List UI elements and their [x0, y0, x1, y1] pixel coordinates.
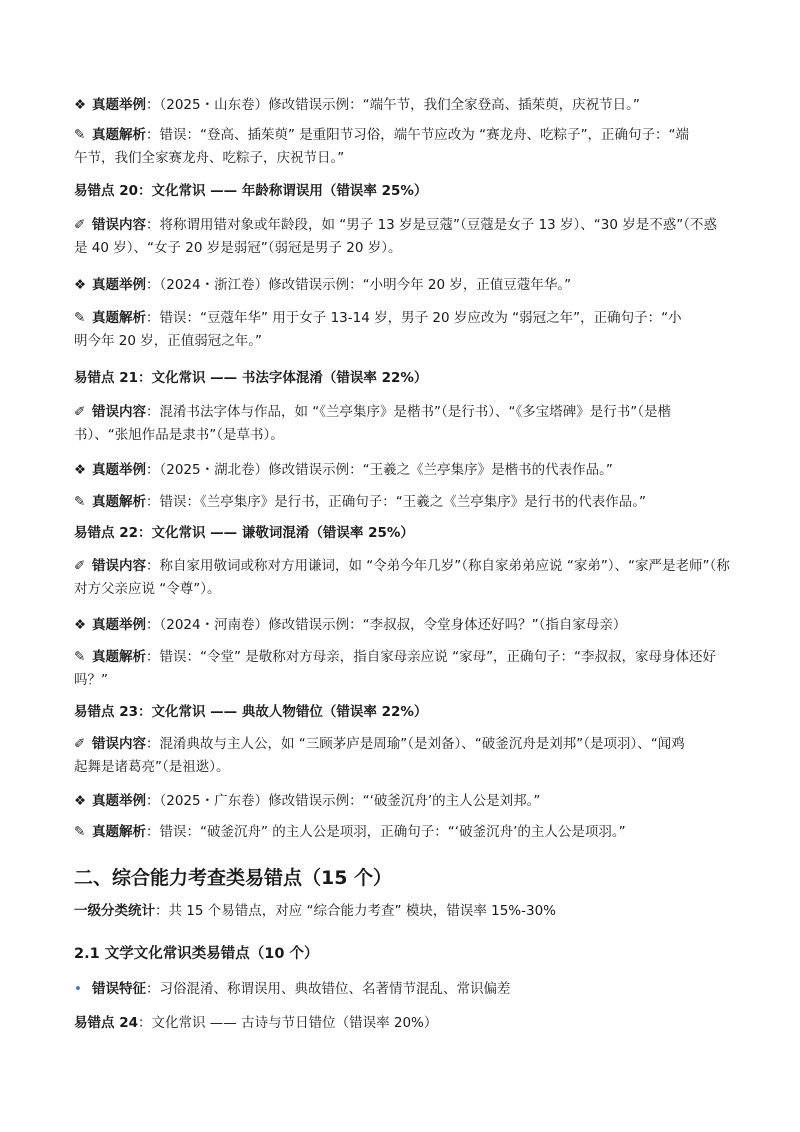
edit-pencil-icon: ✐ [74, 217, 86, 233]
content-line: ✐ 错误内容：混淆典故与主人公，如 “三顾茅庐是周瑜”（是刘备）、“破釜沉舟是刘邦”（是项羽）、“闻鸡起舞是诸葛亮”（是祖逖）。 [74, 733, 694, 779]
edit-pencil-icon: ✐ [74, 558, 86, 574]
analysis-line: ✎ 真题解析：错误：“令堂” 是敬称对方母亲，指自家母亲应说 “家母”，正确句子：“李叔叔，家母身体还好吗？” [74, 646, 734, 692]
section-heading: 易错点 20：文化常识 —— 年龄称谓误用（错误率 25%） [74, 183, 428, 199]
example-line: ❖ 真题举例：（2024・浙江卷）修改错误示例：“小明今年 20 岁，正值豆蔻年华。” [74, 274, 734, 297]
analysis-line: ✎ 真题解析：错误：“破釜沉舟” 的主人公是项羽，正确句子：“‘破釜沉舟’的主人公是项羽。” [74, 821, 734, 844]
edit-pencil-icon: ✐ [74, 736, 86, 752]
feature-line: • 错误特征：习俗混淆、称谓误用、典故错位、名著情节混乱、常识偏差 [74, 978, 734, 1001]
diamond-icon: ❖ [74, 97, 87, 113]
diamond-icon: ❖ [74, 617, 87, 633]
stats-line: 一级分类统计：共 15 个易错点，对应 “综合能力考查” 模块，错误率 15%-30% [74, 903, 557, 919]
section-heading: 易错点 22：文化常识 —— 谦敬词混淆（错误率 25%） [74, 525, 414, 541]
diamond-icon: ❖ [74, 462, 87, 478]
pencil-icon: ✎ [74, 824, 86, 840]
bullet-icon: • [74, 981, 82, 997]
example-line: ❖ 真题举例：（2025・广东卷）修改错误示例：“‘破釜沉舟’的主人公是刘邦。” [74, 790, 734, 813]
analysis-line: ✎ 真题解析：错误：“登高、插茱萸” 是重阳节习俗，端午节应改为 “赛龙舟、吃粽子”，正确句子：“端午节，我们全家赛龙舟、吃粽子，庆祝节日。” [74, 124, 694, 170]
content-line: ✐ 错误内容：将称谓用错对象或年龄段，如 “男子 13 岁是豆蔻”（豆蔻是女子 13 岁）、“30 岁是不惑”（不惑是 40 岁）、“女子 20 岁是弱冠”（弱冠是男子 20 岁）。 [74, 214, 729, 260]
example-line: ❖ 真题举例：（2024・河南卷）修改错误示例：“李叔叔，令堂身体还好吗？”（指自家母亲） [74, 614, 734, 637]
analysis-line: ✎ 真题解析：错误：“豆蔻年华” 用于女子 13-14 岁，男子 20 岁应改为 “弱冠之年”，正确句子：“小明今年 20 岁，正值弱冠之年。” [74, 307, 694, 353]
diamond-icon: ❖ [74, 793, 87, 809]
section-heading: 易错点 23：文化常识 —— 典故人物错位（错误率 22%） [74, 704, 428, 720]
pencil-icon: ✎ [74, 127, 86, 143]
pencil-icon: ✎ [74, 310, 86, 326]
example-line: ❖ 真题举例：（2025・湖北卷）修改错误示例：“王羲之《兰亭集序》是楷书的代表作品。” [74, 459, 734, 482]
content-line: ✐ 错误内容：称自家用敬词或称对方用谦词，如 “令弟今年几岁”（称自家弟弟应说 “家弟”）、“家严是老师”（称对方父亲应说 “令尊”）。 [74, 555, 734, 601]
error-point-line: 易错点 24：文化常识 —— 古诗与节日错位（错误率 20%） [74, 1015, 438, 1031]
chapter-heading: 二、综合能力考查类易错点（15 个） [74, 867, 393, 889]
analysis-line: ✎ 真题解析：错误：《兰亭集序》是行书，正确句子：“王羲之《兰亭集序》是行书的代表作品。” [74, 491, 734, 514]
edit-pencil-icon: ✐ [74, 404, 86, 420]
subsection-heading: 2.1 文学文化常识类易错点（10 个） [74, 946, 319, 962]
pencil-icon: ✎ [74, 649, 86, 665]
pencil-icon: ✎ [74, 494, 86, 510]
example-line: ❖ 真题举例：（2025・山东卷）修改错误示例：“端午节，我们全家登高、插茱萸，庆祝节日。” [74, 94, 734, 117]
section-heading: 易错点 21：文化常识 —— 书法字体混淆（错误率 22%） [74, 370, 428, 386]
content-line: ✐ 错误内容：混淆书法字体与作品，如 “《兰亭集序》是楷书”（是行书）、“《多宝塔碑》是行书”（是楷书）、“张旭作品是隶书”（是草书）。 [74, 401, 704, 447]
diamond-icon: ❖ [74, 277, 87, 293]
